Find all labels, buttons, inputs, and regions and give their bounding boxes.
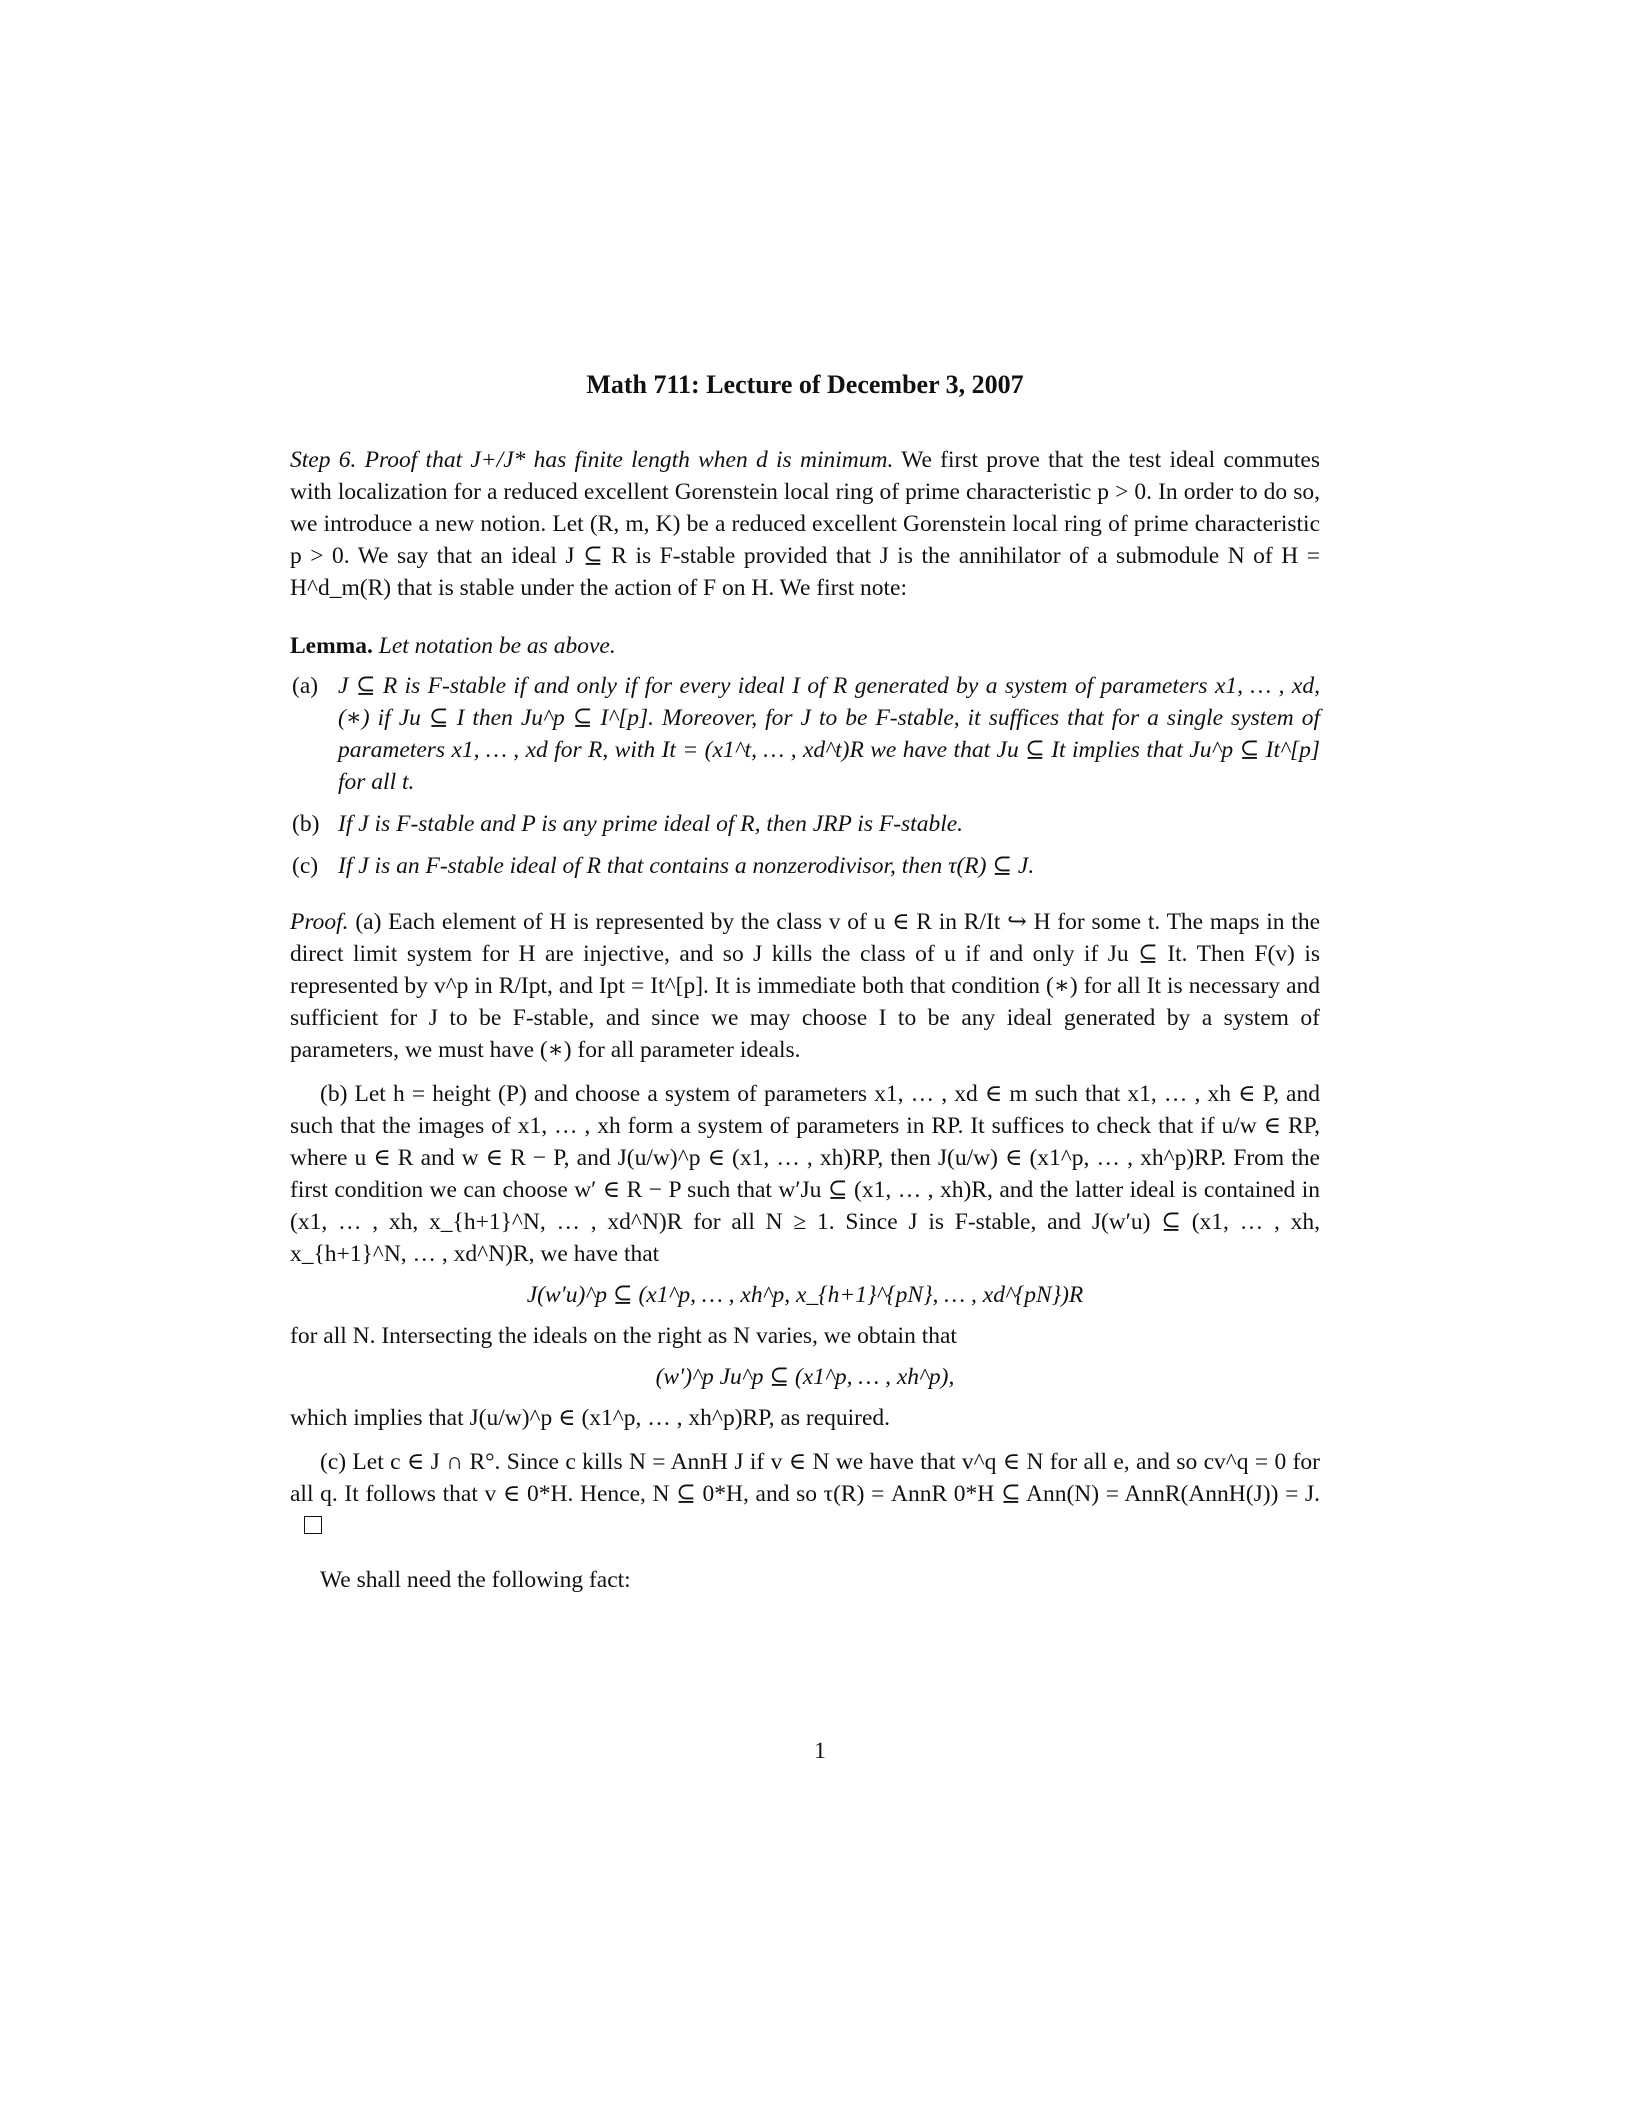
page-title: Math 711: Lecture of December 3, 2007 xyxy=(586,370,1024,399)
step-text: We first prove that the test ideal commutes with localization for a reduced excellent Gorenstein local ring of prime characteristic p > 0. In order to do so, we introduce a new notion. Let (R, m, K) be a reduced excellent Gorenstein local ring of prime characteristic p > 0. We say that an ideal J ⊆ R is F-stable provided that J is the annihilator of a submodule N of H = H^d_m(R) that is stable under the action of F on H. We first note: xyxy=(290,447,1321,601)
display-equation-1: J(w′u)^p ⊆ (x1^p, … , xh^p, x_{h+1}^{pN}, … , xd^{pN})R xyxy=(526,1282,1084,1308)
lemma-heading xyxy=(290,630,1320,662)
lemma-item-label: (a) xyxy=(292,673,319,699)
lemma-items xyxy=(290,670,1320,882)
qed-square-icon xyxy=(304,1516,322,1534)
proof-c-text: (c) Let c ∈ J ∩ R°. Since c kills N = AnnH J if v ∈ N we have that v^q ∈ N for all e, and so cv^q = 0 for all q. It follows that v ∈ 0*H. Hence, N ⊆ 0*H, and so τ(R) = AnnR 0*H ⊆ Ann(N) = AnnR(AnnH(J)) = J. xyxy=(290,1449,1320,1507)
proof-part-c xyxy=(290,1446,1320,1542)
proof-a-text: (a) Each element of H is represented by the class v of u ∈ R in R/It ↪ H for some t. The maps in the direct limit system for H are injective, and so J kills the class of u if and only if Ju ⊆ It. Then F(v) is represented by v^p in R/Ipt, and Ipt = It^[p]. It is immediate both that condition (∗) for all It is necessary and sufficient for J to be F-stable, and since we may choose I to be any ideal generated by a system of parameters, we must have (∗) for all parameter ideals. xyxy=(290,909,1321,1063)
proof-part-a xyxy=(290,906,1320,1066)
lemma-item-text: If J is an F-stable ideal of R that contains a nonzerodivisor, then τ(R) ⊆ J. xyxy=(338,853,1035,879)
lemma-item-label: (b) xyxy=(292,811,320,837)
lemma-item-text: J ⊆ R is F-stable if and only if for every ideal I of R generated by a system of parameters x1, … , xd, (∗) if Ju ⊆ I then Ju^p ⊆ I^[p]. Moreover, for J to be F-stable, it suffices that for a single system of parameters x1, … , xd for R, with It = (x1^t, … , xd^t)R we have that Ju ⊆ It implies that Ju^p ⊆ It^[p] for all t. xyxy=(338,673,1320,795)
lemma-item-label: (c) xyxy=(292,853,319,879)
lemma-item-b xyxy=(292,808,1320,840)
lemma-intro: Let notation be as above. xyxy=(378,633,616,659)
lemma-item-a xyxy=(292,670,1320,798)
proof-label: Proof. xyxy=(290,909,349,935)
lemma-label: Lemma. xyxy=(290,633,373,659)
lemma-item-c xyxy=(292,850,1320,882)
proof-part-b: (b) Let h = height (P) and choose a system of parameters x1, … , xd ∈ m such that x1, … , xh ∈ P, and such that the images of x1, … , xh form a system of parameters in RP. It suffices to check that if u/w ∈ RP, where u ∈ R and w ∈ R − P, and J(u/w)^p ∈ (x1, … , xh)RP, then J(u/w) ∈ (x1^p, … , xh^p)RP. From the first condition we can choose w′ ∈ R − P such that w′Ju ⊆ (x1, … , xh)R, and the latter ideal is contained in (x1, … , xh, x_{h+1}^N, … , xd^N)R for all N ≥ 1. Since J is F-stable, and J(w′u) ⊆ (x1, … , xh, x_{h+1}^N, … , xd^N)R, we have that xyxy=(290,1081,1320,1267)
text-column xyxy=(290,370,1320,1596)
proof-part-b-continued: for all N. Intersecting the ideals on the right as N varies, we obtain that xyxy=(290,1323,957,1349)
step-paragraph xyxy=(290,444,1320,604)
step-label: Step 6. Proof that J+/J* has finite length when d is minimum. xyxy=(290,447,894,473)
closing-sentence: We shall need the following fact: xyxy=(320,1567,631,1593)
lemma-item-text: If J is F-stable and P is any prime ideal of R, then JRP is F-stable. xyxy=(338,811,964,837)
display-equation-2: (w′)^p Ju^p ⊆ (x1^p, … , xh^p), xyxy=(655,1364,955,1390)
page-number: 1 xyxy=(814,1738,826,1764)
proof-part-b-conclusion: which implies that J(u/w)^p ∈ (x1^p, … , xh^p)RP, as required. xyxy=(290,1405,891,1431)
